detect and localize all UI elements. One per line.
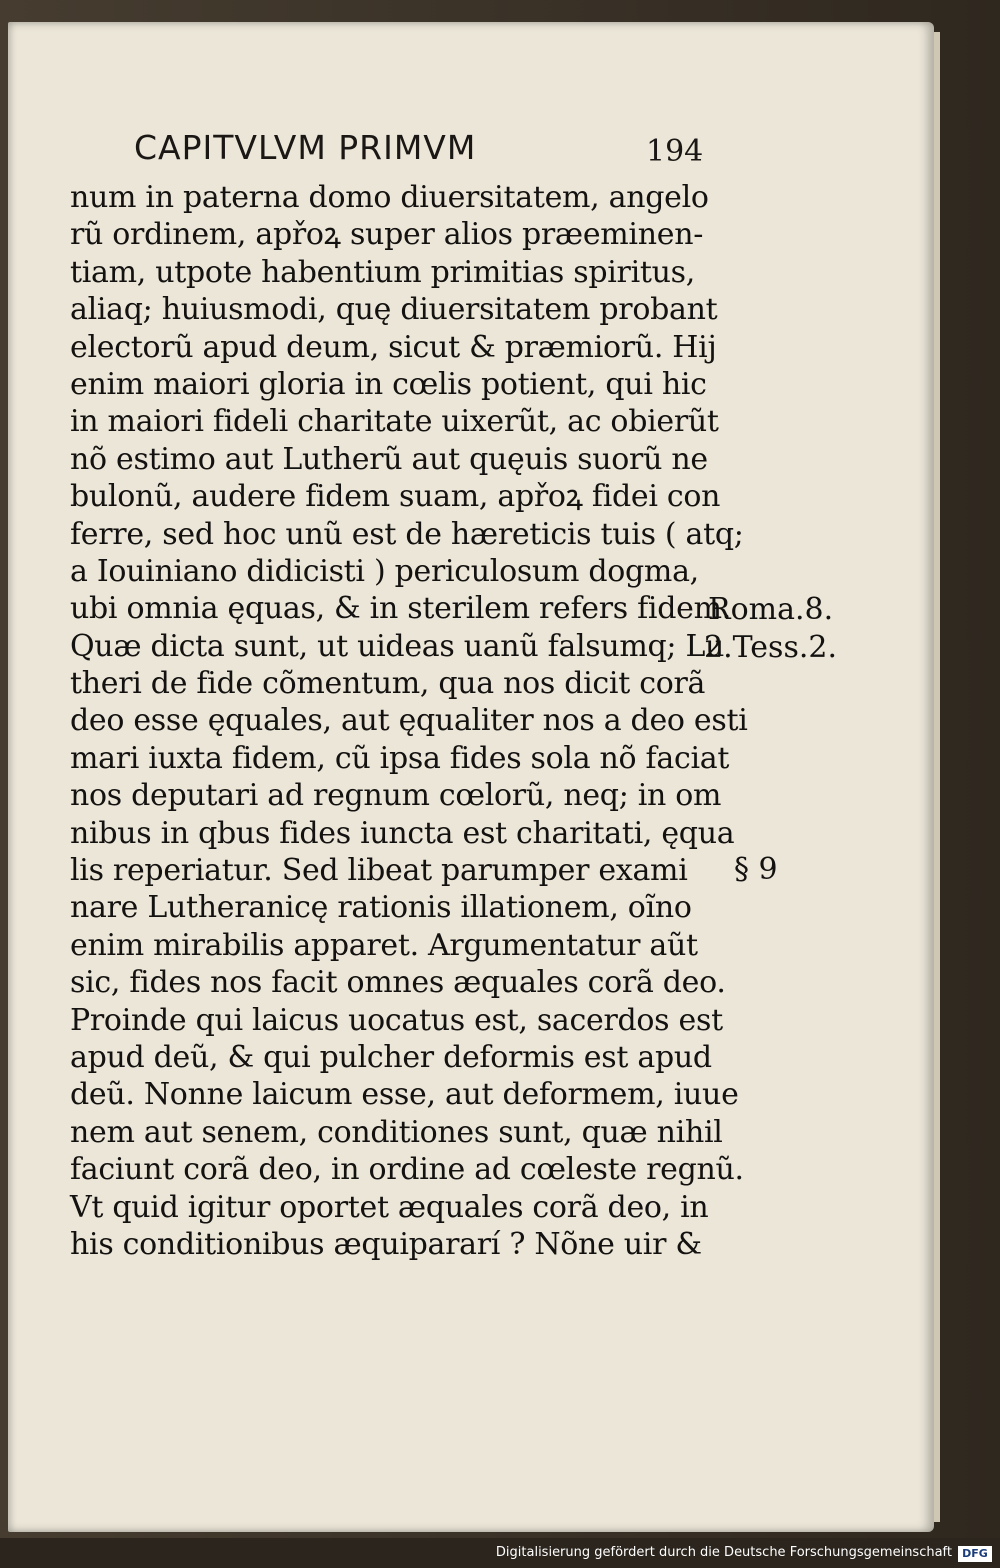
text-line: nos deputari ad regnum cœlorũ, neq; in om	[70, 778, 722, 814]
text-line: nem aut senem, conditiones sunt, quæ nihil	[70, 1114, 723, 1150]
text-line: sic, fides nos facit omnes æquales corã deo.	[70, 965, 726, 1001]
text-line: in maiori fideli charitate uixerũt, ac obierũt	[70, 404, 719, 440]
text-line: bulonũ, audere fidem suam, apřoꝝ fidei con	[70, 479, 721, 515]
book-page	[8, 22, 934, 1532]
running-title: CAPITVLVM PRIMVM	[134, 128, 477, 167]
margin-note-roma: Roma.8.	[708, 592, 834, 627]
text-line: rũ ordinem, apřoꝝ super alios præeminen-	[70, 217, 704, 253]
text-line: Proinde qui laicus uocatus est, sacerdos est	[70, 1002, 723, 1038]
text-line: Quæ dicta sunt, ut uideas uanũ falsumq; Lu	[70, 628, 725, 664]
section-mark: § 9	[734, 852, 778, 887]
text-line: his conditionibus æquipararí ? Nõne uir &	[70, 1226, 702, 1262]
text-line: apud deũ, & qui pulcher deformis est apud	[70, 1039, 712, 1075]
digitization-credit: Digitalisierung gefördert durch die Deutsche Forschungsgemeinschaft	[495, 1545, 952, 1560]
text-line: deũ. Nonne laicum esse, aut deformem, iuue	[70, 1077, 739, 1113]
text-line: a Iouiniano didicisti ) periculosum dogma,	[70, 553, 699, 589]
text-line: num in paterna domo diuersitatem, angelo	[70, 180, 709, 215]
text-line: tiam, utpote habentium primitias spiritus,	[70, 254, 695, 290]
text-line: lis reperiatur. Sed libeat parumper exami	[70, 853, 688, 889]
text-line: nare Lutheranicę rationis illationem, oĩno	[70, 890, 692, 926]
text-line: aliaq; huiusmodi, quę diuersitatem probant	[70, 292, 718, 328]
text-line: deo esse ęquales, aut ęqualiter nos a deo esti	[70, 703, 748, 739]
text-line: nibus in qbus fides iuncta est charitati, ęqua	[70, 815, 735, 851]
text-line: Vt quid igitur oportet æquales corã deo, in	[70, 1189, 709, 1225]
text-line: mari iuxta fidem, cũ ipsa fides sola nõ faciat	[70, 740, 730, 776]
margin-note-tess: 2.Tess.2.	[704, 630, 838, 665]
text-line: nõ estimo aut Lutherũ aut quęuis suorũ ne	[70, 441, 708, 477]
text-line: faciunt corã deo, in ordine ad cœleste regnũ.	[70, 1152, 744, 1188]
footer-bar	[0, 1538, 1000, 1568]
dfg-logo: DFG	[958, 1546, 992, 1562]
text-line: ubi omnia ęquas, & in sterilem refers fidem.	[70, 591, 731, 627]
text-line: theri de fide cõmentum, qua nos dicit corã	[70, 666, 706, 702]
text-line: enim maiori gloria in cœlis potient, qui hic	[70, 366, 707, 402]
text-line: ferre, sed hoc unũ est de hæreticis tuis ( atq;	[70, 516, 744, 552]
body-text	[70, 179, 748, 1263]
text-line: enim mirabilis apparet. Argumentatur aũt	[70, 927, 698, 963]
text-line: electorũ apud deum, sicut & præmiorũ. Hij	[70, 329, 717, 365]
folio-number: 194	[646, 134, 704, 169]
